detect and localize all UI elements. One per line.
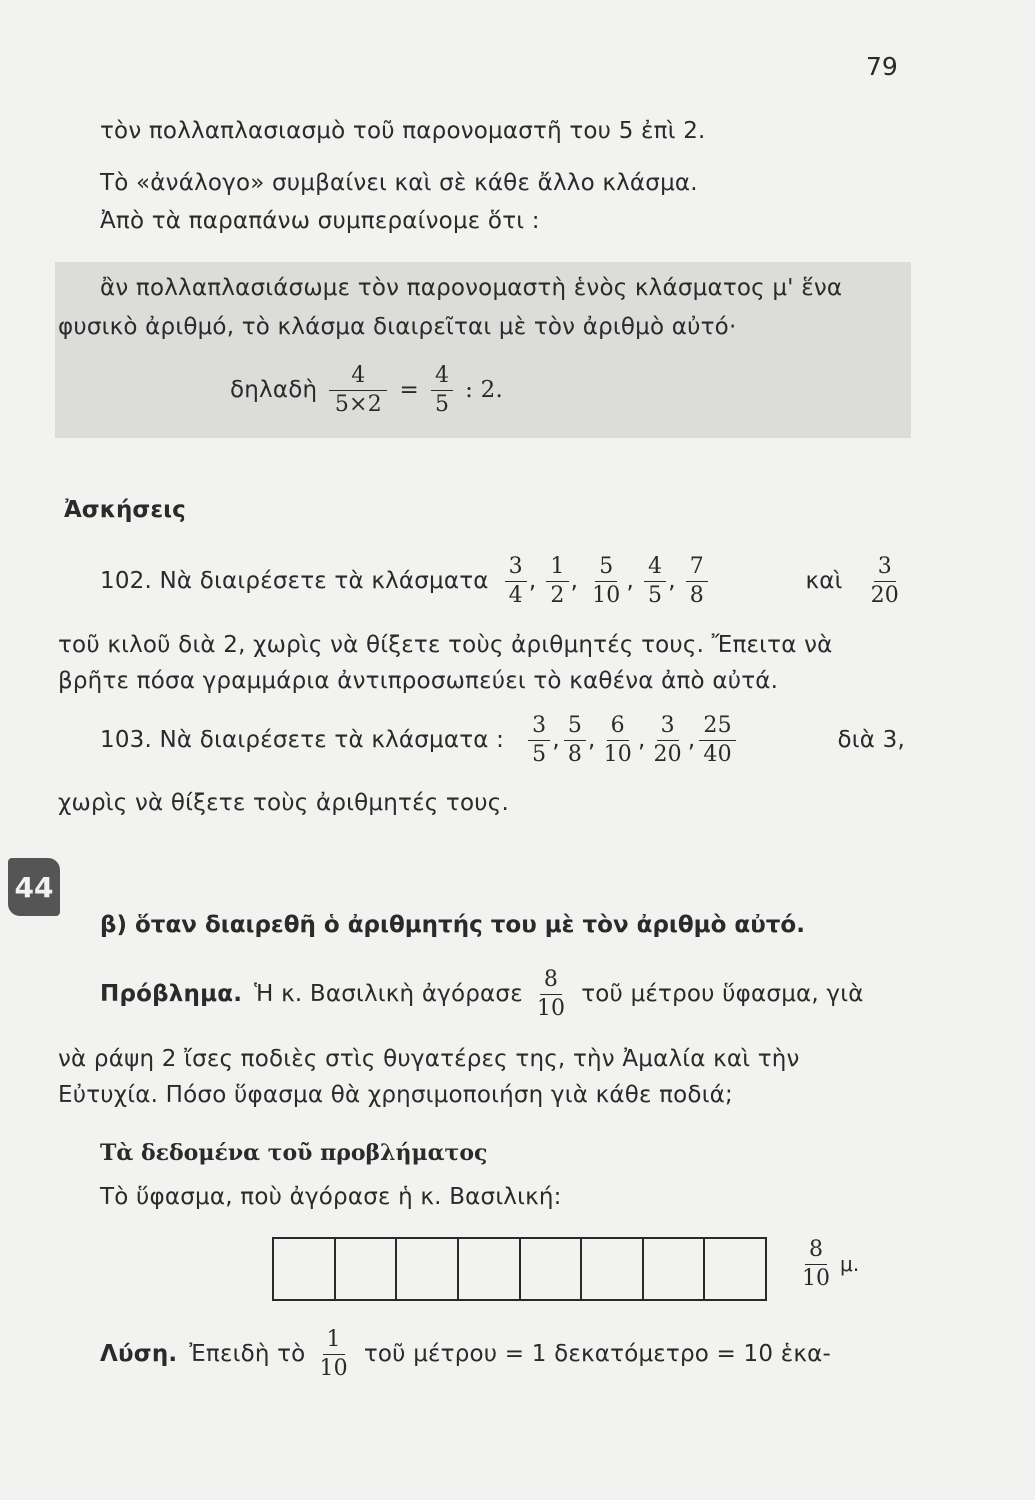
problem-text-a: Ἡ κ. Βασιλικὴ ἀγόρασε [254,981,523,1007]
ex103-fraction [699,712,735,768]
denominator: 5 [532,741,547,767]
fabric-segment [582,1239,644,1299]
fabric-segment [459,1239,521,1299]
fabric-unit: μ. [840,1252,860,1276]
ex103-by: διὰ 3, [837,727,905,753]
numerator: 1 [323,1326,345,1355]
denominator: 20 [870,582,899,608]
intro-line-3: Ἀπὸ τὰ παραπάνω συμπεραίνομε ὅτι : [100,208,540,234]
ex102-and: καὶ [805,568,843,594]
fabric-segment [521,1239,583,1299]
ex102-fraction [644,553,666,609]
denominator: 20 [653,741,682,767]
section-heading: β) ὅταν διαιρεθῆ ὁ ἀριθμητής του μὲ τὸν ἀριθμὸ αὐτό. [100,912,805,938]
intro-line-2: Τὸ «ἀνάλογο» συμβαίνει καὶ σὲ κάθε ἄλλο κλάσμα. [100,170,698,196]
rhs-numerator: 4 [431,362,453,391]
ex103-fraction [528,712,550,768]
equals-sign: = [399,377,419,403]
ex103-fraction [600,712,636,768]
denominator: 2 [550,582,565,608]
ex102-fraction [505,553,527,609]
numerator: 3 [657,712,679,741]
rule-line-1: ἂν πολλαπλασιάσωμε τὸν παρονομαστὴ ἑνὸς κλάσματος μ' ἕνα [100,275,843,301]
ex103-fraction [564,712,586,768]
exercise-102: 102. Νὰ διαιρέσετε τὰ κλάσματα $\frac{3}{4}$ , $\frac{1}{2}$ , $\frac{5}{10}$ , $\frac{4}{5}$ , $\frac{7}{8}$ καὶ $\frac{3}{20}$ [100,553,905,609]
fabric-bar [272,1237,767,1301]
problem-line-2: νὰ ράψη 2 ἴσες ποδιὲς στὶς θυγατέρες της, τὴν Ἀμαλία καὶ τὴν [58,1046,800,1072]
rhs-denominator: 5 [434,391,450,417]
fabric-segment [644,1239,706,1299]
lhs-numerator: 4 [329,362,387,391]
fabric-segment [336,1239,398,1299]
lhs-fraction [329,362,387,418]
numerator: 3 [505,553,527,582]
ex102-label: 102. Νὰ διαιρέσετε τὰ κλάσματα [100,568,489,594]
numerator: 8 [805,1236,827,1265]
rhs-fraction [431,362,453,418]
numerator: 3 [874,553,896,582]
ex103-label: 103. Νὰ διαιρέσετε τὰ κλάσματα : [100,727,505,753]
rule-tail: : 2. [465,377,503,403]
ex103-fraction [649,712,685,768]
denominator: 8 [567,741,583,767]
ex103-line-2: χωρὶς νὰ θίξετε τοὺς ἀριθμητές τους. [58,790,509,816]
denominator: 10 [536,995,566,1021]
denominator: 10 [592,582,621,608]
fabric-fraction [798,1236,834,1292]
page-number: 79 [866,52,898,81]
solution-fraction [315,1326,351,1382]
denominator: 10 [603,741,632,767]
numerator: 5 [564,712,586,741]
numerator: 25 [699,712,735,741]
numerator: 1 [546,553,568,582]
numerator: 7 [686,553,708,582]
ex102-last-fraction [867,553,903,609]
ex102-fraction [588,553,624,609]
section-badge: 44 [8,858,60,916]
problem-line-1 [100,966,864,1022]
fabric-segment [397,1239,459,1299]
lhs-denominator: 5×2 [334,391,382,417]
denominator: 10 [319,1355,348,1381]
fabric-length-label [796,1236,859,1292]
solution-label: Λύση. [100,1341,178,1367]
ex102-line-2: τοῦ κιλοῦ διὰ 2, χωρὶς νὰ θίξετε τοὺς ἀριθμητές τους. Ἔπειτα νὰ [58,632,833,658]
problem-label: Πρόβλημα. [100,981,243,1007]
example-label: δηλαδὴ [230,377,318,403]
ex102-line-3: βρῆτε πόσα γραμμάρια ἀντιπροσωπεύει τὸ καθένα ἀπὸ αὐτά. [58,668,779,694]
given-title: Τὰ δεδομένα τοῦ προβλήματος [100,1140,488,1166]
problem-fraction [533,966,569,1022]
fabric-segment [274,1239,336,1299]
numerator: 3 [528,712,550,741]
solution-text-b: τοῦ μέτρου = 1 δεκατόμετρο = 10 ἑκα- [363,1341,831,1367]
solution-text-a: Ἐπειδὴ τὸ [189,1341,306,1367]
denominator: 5 [648,582,663,608]
denominator: 8 [689,582,704,608]
exercises-title: Ἀσκήσεις [64,497,186,523]
fabric-segment [705,1239,765,1299]
rule-example [230,362,503,418]
numerator: 6 [607,712,629,741]
solution-line-1 [100,1326,831,1382]
numerator: 8 [540,966,562,995]
problem-line-3: Εὐτυχία. Πόσο ὕφασμα θὰ χρησιμοποιήση γιὰ κάθε ποδιά; [58,1082,733,1108]
numerator: 5 [595,553,617,582]
ex102-fraction [686,553,708,609]
denominator: 10 [802,1265,830,1291]
rule-line-2: φυσικὸ ἀριθμό, τὸ κλάσμα διαιρεῖται μὲ τὸν ἀριθμὸ αὐτό· [58,314,737,340]
numerator: 4 [644,553,666,582]
exercise-103: 103. Νὰ διαιρέσετε τὰ κλάσματα : $\frac{3}{5}$ , $\frac{5}{8}$ , $\frac{6}{10}$ , $\frac{3}{20}$ , $\frac{25}{40}$ διὰ 3, [100,713,905,767]
intro-line-1: τὸν πολλαπλασιασμὸ τοῦ παρονομαστῆ του 5 ἐπὶ 2. [100,118,706,144]
denominator: 4 [508,582,523,608]
given-line-1: Τὸ ὕφασμα, ποὺ ἀγόρασε ἡ κ. Βασιλική: [100,1184,562,1210]
problem-text-b: τοῦ μέτρου ὕφασμα, γιὰ [581,981,864,1007]
ex102-fraction [546,553,568,609]
denominator: 40 [703,741,732,767]
